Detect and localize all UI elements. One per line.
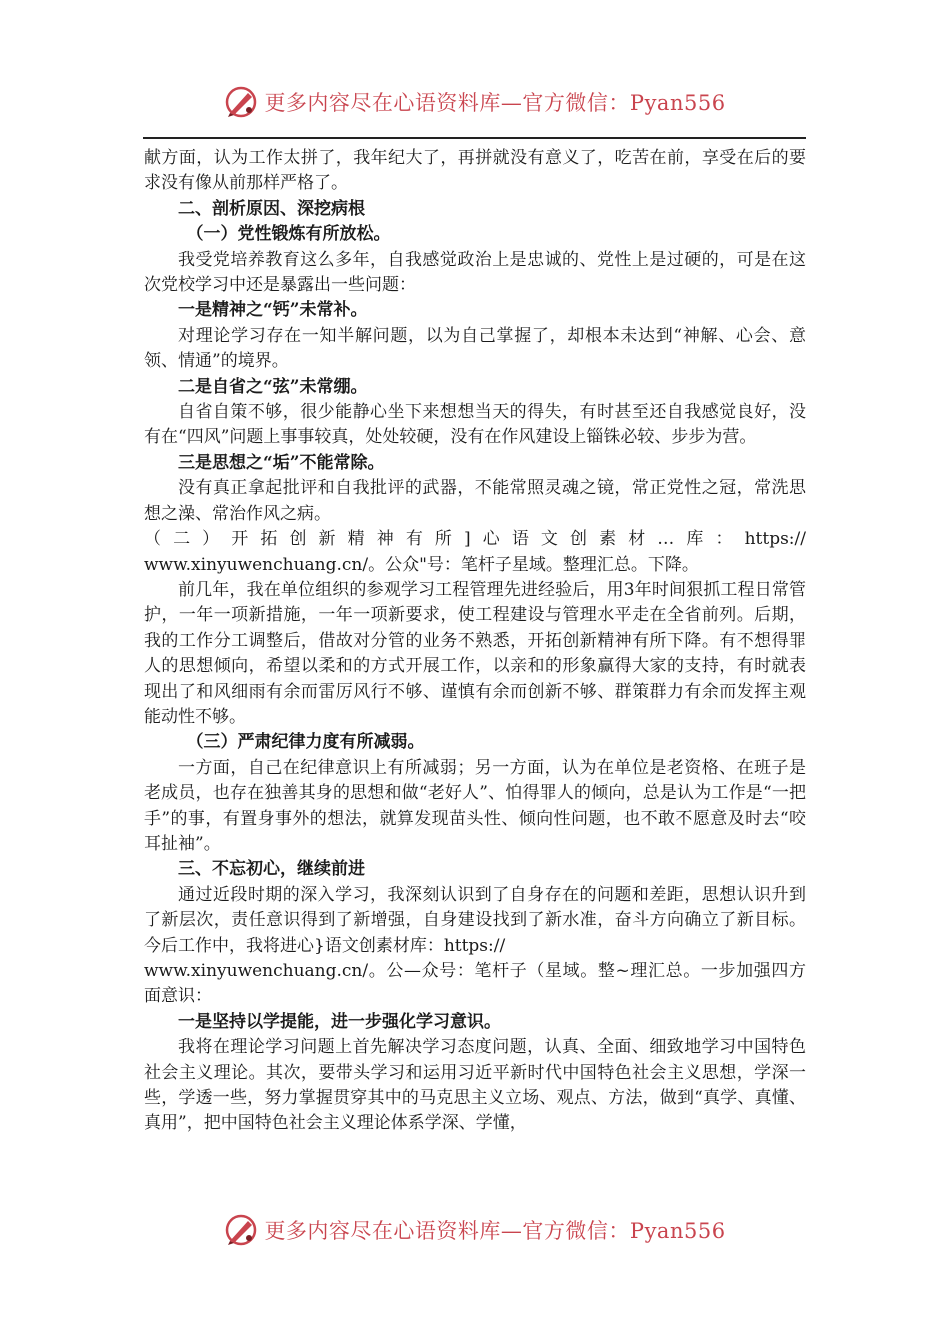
section-heading: 一是坚持以学提能，进一步强化学习意识。 bbox=[178, 1011, 501, 1032]
header-banner-text: 更多内容尽在心语资料库—官方微信：Pyan556 bbox=[264, 91, 726, 115]
footer-banner bbox=[0, 1208, 950, 1252]
paragraph: 前几年，我在单位组织的参观学习工程管理先进经验后，用3年时间狠抓工程日常管护，一年一项新措施，一年一项新要求，使工程建设与管理水平走在全省前列。后期，我的工作分工调整后，借故对分管的业务不熟悉，开拓创新精神有所下降。有不想得罪人的思想倾向，希望以柔和的方式开展工作，以亲和的形象赢得大家的支持，有时就表现出了和风细雨有余而雷厉风行不够、谨慎有余而创新不够、群策群力有余而发挥主观能动性不够。 bbox=[144, 579, 806, 727]
paragraph: 通过近段时期的深入学习，我深刻认识到了自身存在的问题和差距，思想认识升到了新层次，责任意识得到了新增强，自身建设找到了新水准，奋斗方向确立了新目标。今后工作中，我将进心}语文创素材库：https:// bbox=[144, 884, 806, 956]
header-banner bbox=[0, 80, 950, 124]
pen-logo-icon bbox=[224, 85, 258, 119]
section-heading: 一是精神之“钙”未常补。 bbox=[178, 300, 368, 321]
paragraph: 对理论学习存在一知半解问题，以为自己掌握了，却根本未达到“神解、心会、意领、情通”的境界。 bbox=[144, 325, 806, 372]
section-heading: 三是思想之“垢”不能常除。 bbox=[178, 452, 385, 473]
paragraph: 我受党培养教育这么多年，自我感觉政治上是忠诚的、党性上是过硬的，可是在这次党校学习中还是暴露出一些问题： bbox=[144, 249, 806, 296]
paragraph: 献方面，认为工作太拼了，我年纪大了，再拼就没有意义了，吃苦在前，享受在后的要求没有像从前那样严格了。 bbox=[144, 148, 806, 194]
pen-logo-icon bbox=[224, 1213, 258, 1247]
paragraph: www.xinyuwenchuang.cn/。公众"号：笔杆子星域。整理汇总。下降。 bbox=[144, 554, 699, 575]
section-heading: 二是自省之“弦”未常绷。 bbox=[178, 376, 368, 397]
footer-banner-text: 更多内容尽在心语资料库—官方微信：Pyan556 bbox=[264, 1219, 726, 1243]
header-divider bbox=[143, 137, 806, 139]
paragraph: 我将在理论学习问题上首先解决学习态度问题，认真、全面、细致地学习中国特色社会主义理论。其次，要带头学习和运用习近平新时代中国特色社会主义思想，学深一些，学透一些，努力掌握贯穿其中的马克思主义立场、观点、方法，做到“真学、真懂、真用”，把中国特色社会主义理论体系学深、学懂， bbox=[144, 1037, 806, 1134]
paragraph: 没有真正拿起批评和自我批评的武器，不能常照灵魂之镜，常正党性之冠，常洗思想之澡、常治作风之病。 bbox=[144, 478, 806, 524]
section-heading: 二、剖析原因、深挖病根 bbox=[178, 198, 365, 219]
document-body bbox=[144, 146, 806, 1137]
paragraph: www.xinyuwenchuang.cn/。公—众号：笔杆子（星域。整~理汇总。一步加强四方面意识： bbox=[144, 961, 806, 1007]
paragraph: 一方面，自己在纪律意识上有所减弱；另一方面，认为在单位是老资格、在班子是老成员，也存在独善其身的思想和做“老好人”、怕得罪人的倾向，总是认为工作是“一把手”的事，有置身事外的想法，就算发现苗头性、倾向性问题，也不敢不愿意及时去“咬耳扯袖”。 bbox=[144, 757, 806, 854]
section-heading: 三、不忘初心，继续前进 bbox=[178, 859, 365, 880]
paragraph: （二）开拓创新精神有所]心语文创素材…库：https:// bbox=[144, 529, 806, 550]
subsection-heading: （一）党性锻炼有所放松。 bbox=[186, 224, 391, 245]
paragraph: 自省自策不够，很少能静心坐下来想想当天的得失，有时甚至还自我感觉良好，没有在“四风”问题上事事较真，处处较硬，没有在作风建设上锱铢必较、步步为营。 bbox=[144, 402, 806, 448]
subsection-heading: （三）严肃纪律力度有所减弱。 bbox=[186, 732, 425, 753]
